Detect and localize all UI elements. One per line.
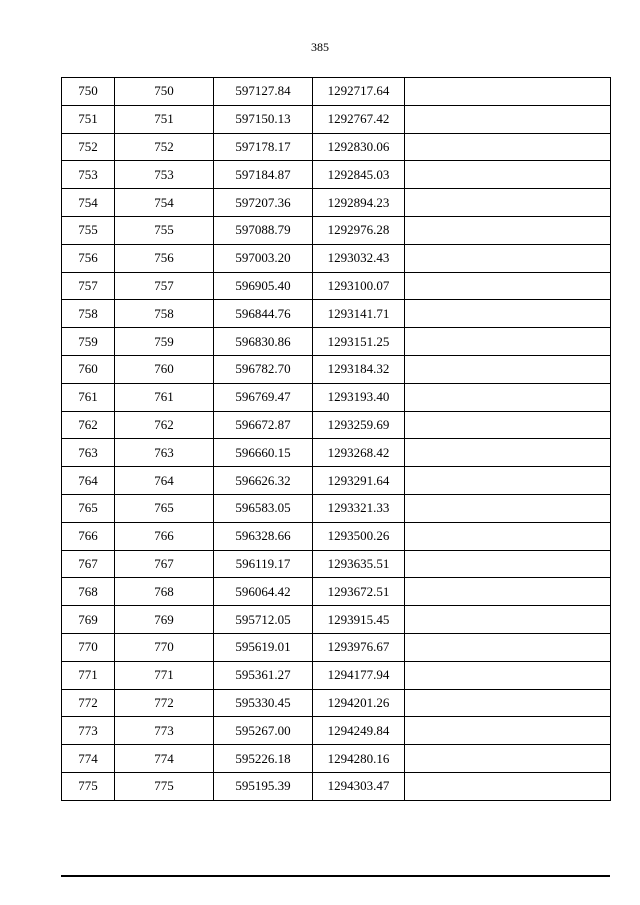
note-cell	[405, 439, 611, 467]
y-coordinate-cell: 1294249.84	[313, 717, 405, 745]
x-coordinate-cell: 597207.36	[214, 189, 313, 217]
point-number-cell: 764	[62, 467, 115, 495]
point-number-cell: 772	[62, 689, 115, 717]
point-id-cell: 761	[115, 383, 214, 411]
x-coordinate-cell: 595195.39	[214, 772, 313, 800]
table-row	[62, 494, 611, 522]
table-row	[62, 272, 611, 300]
note-cell	[405, 244, 611, 272]
x-coordinate-cell: 596672.87	[214, 411, 313, 439]
y-coordinate-cell: 1293141.71	[313, 300, 405, 328]
table-row	[62, 78, 611, 106]
y-coordinate-cell: 1293151.25	[313, 328, 405, 356]
table-row	[62, 189, 611, 217]
point-number-cell: 773	[62, 717, 115, 745]
x-coordinate-cell: 596782.70	[214, 355, 313, 383]
table-row	[62, 717, 611, 745]
point-number-cell: 767	[62, 550, 115, 578]
note-cell	[405, 522, 611, 550]
point-number-cell: 769	[62, 606, 115, 634]
y-coordinate-cell: 1293635.51	[313, 550, 405, 578]
table-row	[62, 745, 611, 773]
x-coordinate-cell: 596064.42	[214, 578, 313, 606]
note-cell	[405, 78, 611, 106]
note-cell	[405, 133, 611, 161]
note-cell	[405, 161, 611, 189]
point-id-cell: 762	[115, 411, 214, 439]
table-row	[62, 689, 611, 717]
point-id-cell: 751	[115, 105, 214, 133]
note-cell	[405, 494, 611, 522]
point-number-cell: 765	[62, 494, 115, 522]
point-number-cell: 752	[62, 133, 115, 161]
x-coordinate-cell: 596583.05	[214, 494, 313, 522]
y-coordinate-cell: 1293291.64	[313, 467, 405, 495]
y-coordinate-cell: 1293321.33	[313, 494, 405, 522]
point-id-cell: 773	[115, 717, 214, 745]
note-cell	[405, 717, 611, 745]
table-row	[62, 105, 611, 133]
point-number-cell: 775	[62, 772, 115, 800]
point-number-cell: 750	[62, 78, 115, 106]
point-id-cell: 763	[115, 439, 214, 467]
point-id-cell: 771	[115, 661, 214, 689]
y-coordinate-cell: 1293184.32	[313, 355, 405, 383]
point-number-cell: 758	[62, 300, 115, 328]
point-id-cell: 752	[115, 133, 214, 161]
x-coordinate-cell: 596328.66	[214, 522, 313, 550]
point-number-cell: 753	[62, 161, 115, 189]
note-cell	[405, 467, 611, 495]
y-coordinate-cell: 1293193.40	[313, 383, 405, 411]
table-row	[62, 439, 611, 467]
note-cell	[405, 606, 611, 634]
point-number-cell: 760	[62, 355, 115, 383]
note-cell	[405, 300, 611, 328]
table-row	[62, 633, 611, 661]
x-coordinate-cell: 597127.84	[214, 78, 313, 106]
table-row	[62, 411, 611, 439]
x-coordinate-cell: 595619.01	[214, 633, 313, 661]
x-coordinate-cell: 596830.86	[214, 328, 313, 356]
note-cell	[405, 550, 611, 578]
table-row	[62, 522, 611, 550]
y-coordinate-cell: 1292845.03	[313, 161, 405, 189]
x-coordinate-cell: 597088.79	[214, 216, 313, 244]
y-coordinate-cell: 1294303.47	[313, 772, 405, 800]
note-cell	[405, 216, 611, 244]
point-number-cell: 762	[62, 411, 115, 439]
y-coordinate-cell: 1293500.26	[313, 522, 405, 550]
table-row	[62, 606, 611, 634]
note-cell	[405, 328, 611, 356]
x-coordinate-cell: 597003.20	[214, 244, 313, 272]
table-row	[62, 550, 611, 578]
point-number-cell: 766	[62, 522, 115, 550]
note-cell	[405, 411, 611, 439]
point-id-cell: 769	[115, 606, 214, 634]
point-number-cell: 756	[62, 244, 115, 272]
x-coordinate-cell: 597150.13	[214, 105, 313, 133]
note-cell	[405, 355, 611, 383]
note-cell	[405, 689, 611, 717]
table-row	[62, 661, 611, 689]
x-coordinate-cell: 596769.47	[214, 383, 313, 411]
y-coordinate-cell: 1292894.23	[313, 189, 405, 217]
point-id-cell: 756	[115, 244, 214, 272]
point-number-cell: 770	[62, 633, 115, 661]
table-row	[62, 772, 611, 800]
point-id-cell: 766	[115, 522, 214, 550]
note-cell	[405, 745, 611, 773]
table-row	[62, 578, 611, 606]
y-coordinate-cell: 1292830.06	[313, 133, 405, 161]
point-number-cell: 768	[62, 578, 115, 606]
y-coordinate-cell: 1294201.26	[313, 689, 405, 717]
point-number-cell: 755	[62, 216, 115, 244]
x-coordinate-cell: 595267.00	[214, 717, 313, 745]
y-coordinate-cell: 1292717.64	[313, 78, 405, 106]
page-number: 385	[311, 40, 329, 54]
table-body	[62, 78, 611, 801]
table-row	[62, 355, 611, 383]
table-row	[62, 244, 611, 272]
footer-rule	[61, 875, 610, 877]
table-row	[62, 328, 611, 356]
note-cell	[405, 772, 611, 800]
table-row	[62, 383, 611, 411]
y-coordinate-cell: 1293268.42	[313, 439, 405, 467]
y-coordinate-cell: 1293100.07	[313, 272, 405, 300]
note-cell	[405, 383, 611, 411]
point-id-cell: 760	[115, 355, 214, 383]
table-row	[62, 133, 611, 161]
point-id-cell: 750	[115, 78, 214, 106]
point-id-cell: 774	[115, 745, 214, 773]
note-cell	[405, 661, 611, 689]
y-coordinate-cell: 1293915.45	[313, 606, 405, 634]
x-coordinate-cell: 596626.32	[214, 467, 313, 495]
point-id-cell: 755	[115, 216, 214, 244]
point-number-cell: 759	[62, 328, 115, 356]
point-number-cell: 774	[62, 745, 115, 773]
table-row	[62, 216, 611, 244]
x-coordinate-cell: 596119.17	[214, 550, 313, 578]
point-number-cell: 763	[62, 439, 115, 467]
table-row	[62, 467, 611, 495]
point-number-cell: 771	[62, 661, 115, 689]
point-id-cell: 759	[115, 328, 214, 356]
point-id-cell: 772	[115, 689, 214, 717]
point-id-cell: 765	[115, 494, 214, 522]
point-number-cell: 754	[62, 189, 115, 217]
point-number-cell: 761	[62, 383, 115, 411]
coordinates-table	[61, 77, 611, 801]
y-coordinate-cell: 1292976.28	[313, 216, 405, 244]
y-coordinate-cell: 1293259.69	[313, 411, 405, 439]
point-id-cell: 768	[115, 578, 214, 606]
point-id-cell: 764	[115, 467, 214, 495]
x-coordinate-cell: 595712.05	[214, 606, 313, 634]
note-cell	[405, 272, 611, 300]
x-coordinate-cell: 596660.15	[214, 439, 313, 467]
note-cell	[405, 189, 611, 217]
point-id-cell: 758	[115, 300, 214, 328]
table-row	[62, 300, 611, 328]
x-coordinate-cell: 597178.17	[214, 133, 313, 161]
point-id-cell: 757	[115, 272, 214, 300]
x-coordinate-cell: 597184.87	[214, 161, 313, 189]
y-coordinate-cell: 1294280.16	[313, 745, 405, 773]
note-cell	[405, 578, 611, 606]
y-coordinate-cell: 1293672.51	[313, 578, 405, 606]
x-coordinate-cell: 595361.27	[214, 661, 313, 689]
point-id-cell: 775	[115, 772, 214, 800]
point-id-cell: 753	[115, 161, 214, 189]
note-cell	[405, 633, 611, 661]
x-coordinate-cell: 595330.45	[214, 689, 313, 717]
x-coordinate-cell: 596905.40	[214, 272, 313, 300]
point-id-cell: 767	[115, 550, 214, 578]
table-row	[62, 161, 611, 189]
point-number-cell: 751	[62, 105, 115, 133]
y-coordinate-cell: 1293976.67	[313, 633, 405, 661]
y-coordinate-cell: 1292767.42	[313, 105, 405, 133]
y-coordinate-cell: 1293032.43	[313, 244, 405, 272]
point-id-cell: 754	[115, 189, 214, 217]
point-number-cell: 757	[62, 272, 115, 300]
point-id-cell: 770	[115, 633, 214, 661]
note-cell	[405, 105, 611, 133]
x-coordinate-cell: 595226.18	[214, 745, 313, 773]
x-coordinate-cell: 596844.76	[214, 300, 313, 328]
y-coordinate-cell: 1294177.94	[313, 661, 405, 689]
